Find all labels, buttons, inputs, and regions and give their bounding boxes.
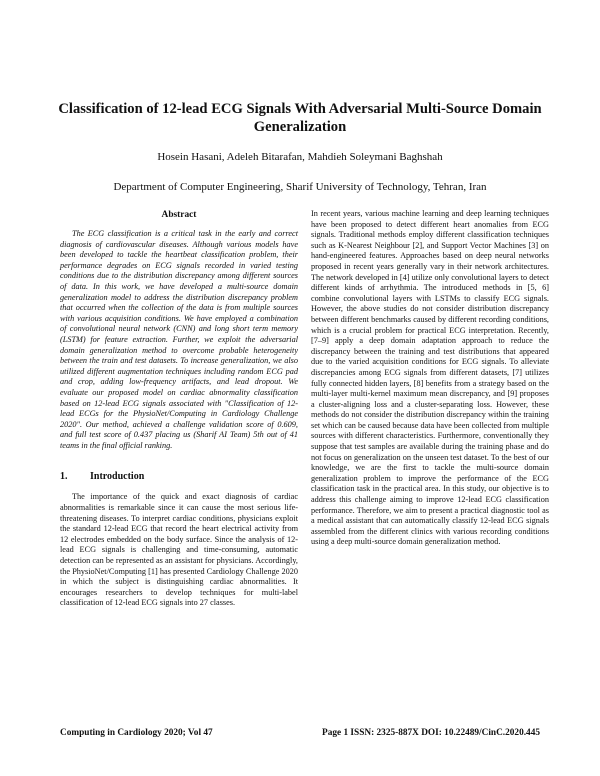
- section-title: Introduction: [90, 471, 145, 483]
- paper-title: [40, 100, 560, 136]
- title-line-1: Classification of 12-lead ECG Signals With Adversarial Multi-Source Domain: [58, 101, 542, 117]
- intro-paragraph-2: In recent years, various machine learning and deep learning techniques have been proposed to detect different heart anomalies from ECG signals. Traditional methods employ different classification techniques such as K-Nearest Neighbour [2], and Support Vector Machines [3] on hand-engineered features. Approaches based on deep neural networks proposed in recent years generally vary in their network architectures. The network developed in [4] utilize only convolutional layers to detect different kinds of arrhythmia. The introduced methods in [5, 6] combine convolutional layers with LSTMs to classify ECG signals. However, the above studies do not consider distribution discrepancy between different benchmarks caused by different recording conditions, which is a crucial problem for practical ECG interpretation. Recently, [7–9] apply a deep domain adaptation approach to reduce the discrepancy between the training and test distributions that appeared due to the varied acquisition conditions for ECG signals. To alleviate discrepancies among ECG signals from different datasets, [7] utilizes fully connected hidden layers, [8] benefits from a strategy based on the multi-layer multi-kernel maximum mean discrepancy, and [9] proposes a cluster-aligning loss and a cluster-separating loss. However, these methods do not consider the distribution discrepancy within the training set which can be caused because data have been collected from multiple sources with different characteristics. Furthermore, conventionally they suppose that test samples are available during the training phase and do not focus on generalization on the unseen test dataset. To the best of our knowledge, we are the first to tackle the multi-source domain generalization problem to improve the performance of the ECG classification task in the practical area. In this study, our objective is to address this challenge aiming to improve 12-lead ECG classification performance. Therefore, we aim to present a practical diagnostic tool as a medical assistant that can automatically classify 12-lead ECG signals assembled from the different clinics with various recording conditions using a deep multi-source domain generalization method.: [311, 209, 549, 547]
- left-column: [60, 209, 298, 609]
- abstract-heading: Abstract: [161, 210, 197, 220]
- author-list: Hosein Hasani, Adeleh Bitarafan, Mahdieh Soleymani Baghshah: [157, 151, 443, 163]
- right-column: [311, 209, 549, 548]
- title-line-2: Generalization: [253, 119, 347, 135]
- section-number: 1.: [60, 471, 68, 483]
- footer-journal: Computing in Cardiology 2020; Vol 47: [60, 728, 213, 738]
- intro-paragraph-1: The importance of the quick and exact diagnosis of cardiac abnormalities is remarkable since it can cause the most serious life-threatening diseases. To interpret cardiac conditions, physicians exploit the standard 12-lead ECG that record the heart electrical activity from 12 electrodes embedded on the body surface. Since the analysis of 12-lead ECG signals is challenging and time-consuming, automatic detection can be represented as an assistant for physicians. Accordingly, the PhysioNet/Computing [1] has presented Cardiology Challenge 2020 in which the subject is distinguishing cardiac abnormalities. It encourages researchers to develop techniques for multi-label classification of 12-lead ECG signals into 27 classes.: [60, 492, 298, 608]
- footer-page-info: Page 1 ISSN: 2325-887X DOI: 10.22489/CinC.2020.445: [322, 728, 540, 738]
- affiliation: Department of Computer Engineering, Sharif University of Technology, Tehran, Iran: [113, 181, 487, 193]
- section-heading-introduction: [60, 471, 298, 483]
- abstract-text: The ECG classification is a critical task in the early and correct diagnosis of cardiovascular diseases. Although various models have been developed to tackle the heartbeat classification problem, their performance degrades on ECG signals recorded in varied testing conditions due to the distribution discrepancy among different sources of data. In this work, we have developed a multi-source domain generalization model to address the distribution discrepancy problem that occurred when the collection of the data is from multiple sources with various acquisition conditions. We have employed a combination of convolutional neural network (CNN) and long short term memory (LSTM) for feature extraction. Further, we exploit the adversarial domain generalization method to overcome probable heterogeneity between the train and test datasets. To increase generalization, we also utilized different augmentation techniques including random ECG pad and crop, adding low-frequency artifacts, and lead dropout. We evaluate our proposed model on cardiac abnormality classification based on 12-lead ECG signals associated with "Classification of 12-lead ECGs for the PhysioNet/Computing in Cardiology Challenge 2020". Our method, achieved a challenge validation score of 0.609, and full test score of 0.437 placing us (Sharif AI Team) 5th out of 41 teams in the final official ranking.: [60, 229, 298, 450]
